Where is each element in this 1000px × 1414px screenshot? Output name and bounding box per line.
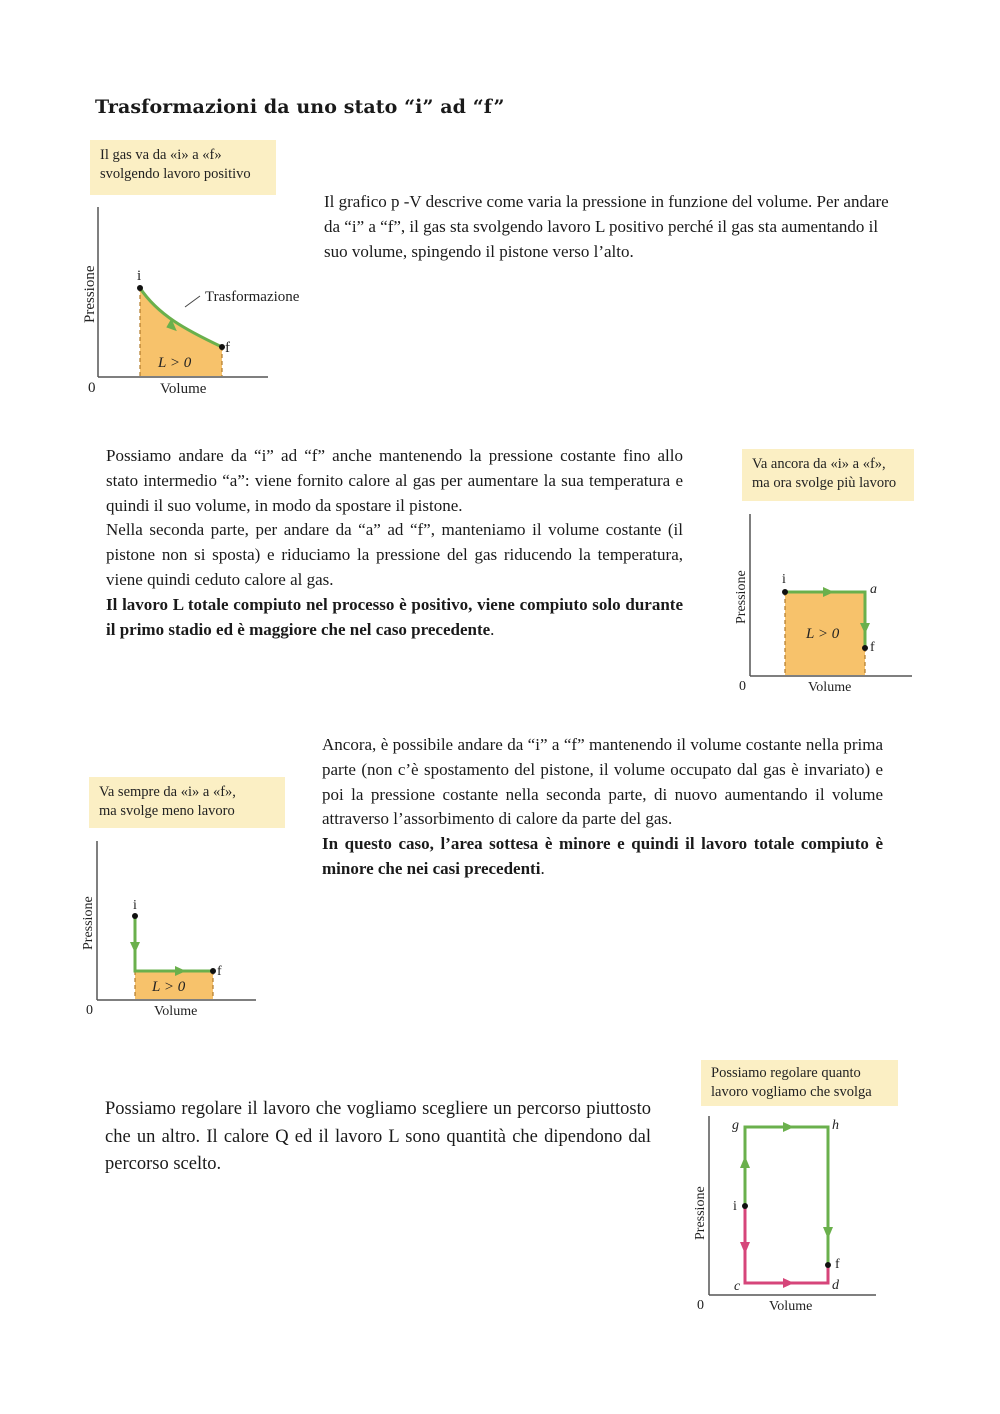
graph-2 — [730, 510, 930, 695]
section3-caption — [89, 777, 285, 828]
graph-4-label-d: d — [832, 1278, 839, 1293]
section2-end: . — [490, 619, 495, 639]
section3-text — [322, 733, 883, 882]
graph-2-point-i — [782, 589, 788, 595]
graph-4-label-g: g — [732, 1118, 739, 1133]
graph-3-label-i: i — [133, 898, 137, 913]
section2-paragraph-a: Possiamo andare da “i” ad “f” anche mantenendo la pressione costante fino allo stato intermedio “a”: viene fornito calore al gas per aumentare la sua temperatura e quindi il suo volume, in modo da spostare il pistone. — [106, 446, 683, 515]
section3-paragraph-b — [322, 832, 883, 882]
section3-end: . — [540, 858, 545, 878]
graph-3-area-label: L > 0 — [152, 979, 186, 995]
section4-caption-line1: Possiamo regolare quanto — [711, 1065, 861, 1081]
section1-caption — [90, 140, 276, 195]
graph-1-label-i: i — [137, 268, 142, 284]
graph-3-origin: 0 — [86, 1003, 93, 1018]
section4-caption — [701, 1060, 898, 1106]
section4-text — [105, 1096, 651, 1179]
section2-text — [106, 444, 683, 642]
section1-caption-line2: svolgendo lavoro positivo — [100, 166, 251, 182]
graph-4-label-c: c — [734, 1279, 741, 1294]
graph-1-pointer — [185, 296, 200, 307]
section4-paragraph: Possiamo regolare il lavoro che vogliamo scegliere un percorso piuttosto che un altro. Il calore Q ed il lavoro L sono quantità che dipendono dal percorso scelto. — [105, 1099, 651, 1174]
section3-caption-line1: Va sempre da «i» a «f», — [99, 784, 236, 800]
graph-1-area-label: L > 0 — [158, 355, 192, 371]
graph-4-ylabel: Pressione — [693, 1186, 708, 1240]
graph-2-area-label: L > 0 — [806, 626, 840, 642]
graph-2-point-f — [862, 645, 868, 651]
graph-2-label-a: a — [870, 582, 877, 597]
section2-bold-text: Il lavoro L totale compiuto nel processo è positivo, viene compiuto solo durante il primo stadio ed è maggiore che nel caso precedente — [106, 594, 683, 639]
graph-3 — [76, 838, 266, 1028]
graph-4-arrow-right-pink — [783, 1278, 794, 1288]
graph-2-xlabel: Volume — [808, 680, 852, 695]
graph-4-point-f — [825, 1262, 831, 1268]
graph-1-label-f: f — [225, 340, 230, 356]
graph-3-point-i — [132, 913, 138, 919]
graph-2-ylabel: Pressione — [734, 570, 749, 624]
graph-4-arrow-down-green — [823, 1227, 833, 1239]
graph-1-point-i — [137, 285, 143, 291]
graph-3-path — [135, 916, 213, 971]
section2-paragraph-c — [106, 593, 683, 643]
graph-1-ylabel: Pressione — [82, 265, 98, 323]
graph-4-path-green — [745, 1127, 828, 1265]
section2-paragraph-b: Nella seconda parte, per andare da “a” ad “f”, manteniamo il volume costante (il pistone non si sposta) e riduciamo la pressione del gas riducendo la temperatura, viene quindi ceduto calore al gas. — [106, 520, 683, 589]
graph-1-xlabel: Volume — [160, 381, 207, 397]
graph-4 — [688, 1112, 888, 1317]
graph-4-arrow-down-pink — [740, 1242, 750, 1254]
graph-3-label-f: f — [217, 964, 222, 979]
section2-caption — [742, 449, 914, 501]
section3-bold-text: In questo caso, l’area sottesa è minore e quindi il lavoro totale compiuto è minore che nei casi precedenti — [322, 834, 883, 878]
graph-3-xlabel: Volume — [154, 1004, 198, 1019]
graph-2-label-f: f — [870, 640, 875, 655]
section1-text — [324, 190, 902, 264]
page-title: Trasformazioni da uno stato “i” ad “f” — [95, 96, 505, 118]
graph-4-point-i — [742, 1203, 748, 1209]
graph-3-point-f — [210, 968, 216, 974]
section2-caption-line2: ma ora svolge più lavoro — [752, 475, 897, 491]
graph-2-label-i: i — [782, 572, 786, 587]
graph-3-arrow-down — [130, 942, 140, 953]
graph-4-arrow-up-green — [740, 1156, 750, 1168]
section4-caption-line2: lavoro vogliamo che svolga — [711, 1084, 872, 1100]
graph-3-ylabel: Pressione — [81, 896, 96, 950]
graph-4-path-pink — [745, 1206, 828, 1283]
graph-1-origin: 0 — [88, 380, 96, 396]
graph-4-origin: 0 — [697, 1298, 704, 1313]
graph-1 — [78, 205, 318, 405]
section1-paragraph: Il grafico p -V descrive come varia la pressione in funzione del volume. Per andare da “i” a “f”, il gas sta svolgendo lavoro L positivo perché il gas sta aumentando il suo volume, spingendo il pistone verso l’alto. — [324, 192, 889, 261]
graph-4-label-f: f — [835, 1257, 840, 1272]
section2-caption-line1: Va ancora da «i» a «f», — [752, 456, 886, 472]
section3-paragraph-a: Ancora, è possibile andare da “i” a “f” mantenendo il volume costante nella prima parte (non c’è spostamento del pistone, il volume occupato dal gas è invariato) e poi la pressione costante nella seconda parte, di nuovo aumentando il volume attraverso l’assorbimento di calore da parte del gas. — [322, 735, 883, 829]
section1-caption-line1: Il gas va da «i» a «f» — [100, 147, 222, 163]
graph-2-origin: 0 — [739, 679, 746, 694]
graph-1-curve-label: Trasformazione — [205, 289, 300, 305]
graph-4-label-i: i — [733, 1199, 737, 1214]
graph-4-xlabel: Volume — [769, 1299, 813, 1314]
graph-4-label-h: h — [832, 1118, 839, 1133]
graph-4-arrow-right-green — [783, 1122, 794, 1132]
section3-caption-line2: ma svolge meno lavoro — [99, 803, 235, 819]
